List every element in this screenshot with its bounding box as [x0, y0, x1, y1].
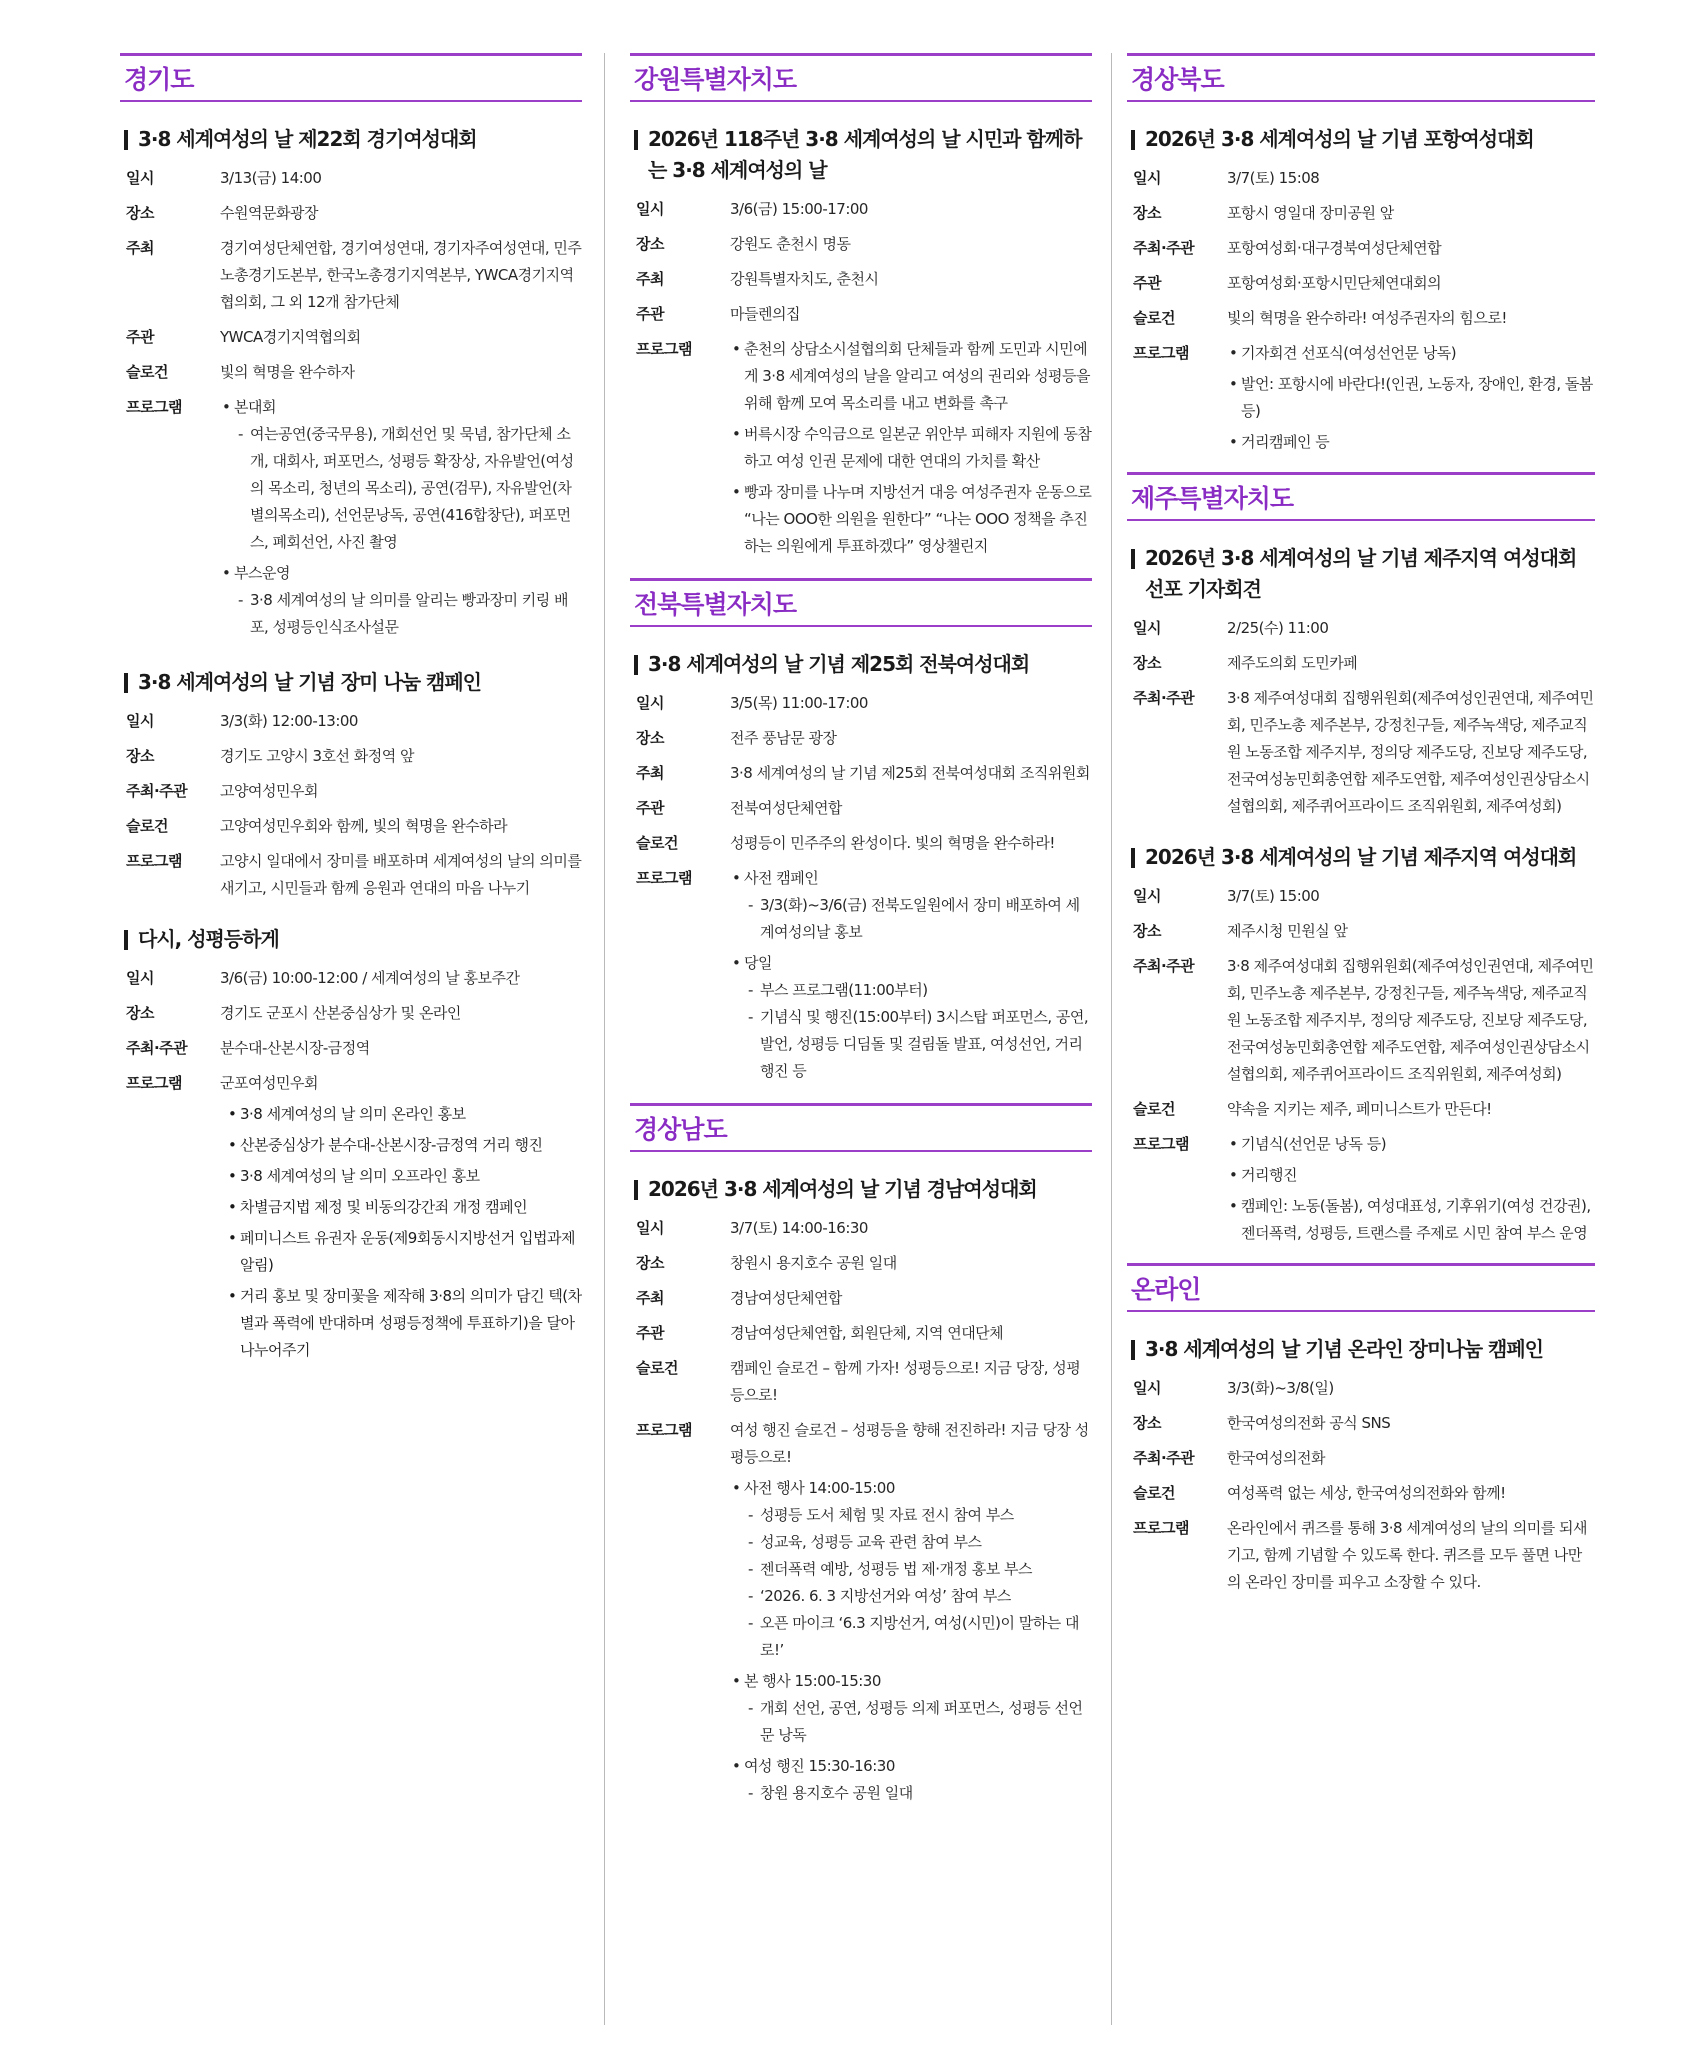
row-label: 주최·주관 [1133, 957, 1195, 975]
row-value: 3/3(화)~3/8(일) [1227, 1379, 1334, 1397]
info-row [1127, 235, 1595, 262]
row-label: 일시 [636, 1219, 664, 1237]
event-block [630, 124, 1092, 564]
row-label: 프로그램 [636, 869, 692, 887]
column-divider [604, 53, 605, 2025]
row-label: 슬로건 [636, 834, 678, 852]
row-value: 분수대-산본시장-금정역 [220, 1039, 370, 1057]
row-label: 프로그램 [636, 340, 692, 358]
row-value: 포항여성회·포항시민단체연대회의 [1227, 274, 1442, 292]
program-list [730, 865, 1092, 1089]
row-label: 장소 [636, 729, 664, 747]
info-row [120, 235, 582, 316]
program-item-head: 부스운영 [234, 564, 290, 582]
program-item: • 거리 홍보 및 장미꽃을 제작해 3·8의 의미가 담긴 텍(차별과 폭력에 반대하며 성평등정책에 투표하기)을 달아 나누어주기 [226, 1283, 582, 1364]
info-row [120, 813, 582, 840]
info-row [630, 301, 1092, 328]
info-row [120, 1070, 582, 1097]
program-item-head: 사전 캠페인 [744, 869, 819, 887]
program-item: • 춘천의 상담소시설협의회 단체들과 함께 도민과 시민에게 3·8 세계여성의 날을 알리고 여성의 권리와 성평등을 위해 함께 모여 목소리를 내고 변화를 촉구 [730, 336, 1092, 417]
row-value: 3/5(목) 11:00-17:00 [730, 694, 868, 712]
row-value: 강원도 춘천시 명동 [730, 235, 851, 253]
program-subitem: - 창원 용지호수 공원 일대 [744, 1780, 1092, 1807]
info-row [630, 1355, 1092, 1409]
info-row [1127, 305, 1595, 332]
row-label: 프로그램 [636, 1421, 692, 1439]
program-item-head: 여성 행진 15:30-16:30 [744, 1757, 895, 1775]
event-block [120, 124, 582, 645]
region-heading: 경기도 [120, 53, 582, 102]
info-row [1127, 685, 1595, 820]
program-row [1127, 1131, 1595, 1251]
column-middle [630, 53, 1092, 1819]
program-list [226, 1101, 582, 1364]
row-value: 마들렌의집 [730, 305, 800, 323]
program-item: • 캠페인: 노동(돌봄), 여성대표성, 기후위기(여성 건강권), 젠더폭력, 성평등, 트랜스를 주제로 시민 참여 부스 운영 [1227, 1193, 1595, 1247]
row-value: 빛의 혁명을 완수하라! 여성주권자의 힘으로! [1227, 309, 1507, 327]
info-row [630, 725, 1092, 752]
info-row [630, 1320, 1092, 1347]
program-row [630, 865, 1092, 1089]
program-subitem: - ‘2026. 6. 3 지방선거와 여성’ 참여 부스 [744, 1583, 1092, 1610]
info-row [630, 196, 1092, 223]
row-value: 3/7(토) 15:00 [1227, 887, 1320, 905]
program-row [120, 394, 582, 645]
row-label: 장소 [1133, 922, 1161, 940]
info-row [630, 1285, 1092, 1312]
info-row [1127, 1480, 1595, 1507]
row-label: 장소 [126, 1004, 154, 1022]
info-row [1127, 1515, 1595, 1596]
program-item: • 3·8 세계여성의 날 의미 온라인 홍보 [226, 1101, 582, 1128]
info-row [1127, 883, 1595, 910]
row-label: 프로그램 [1133, 1135, 1189, 1153]
info-row [1127, 1096, 1595, 1123]
row-label: 일시 [1133, 887, 1161, 905]
program-item: • 기자회견 선포식(여성선언문 낭독) [1227, 340, 1595, 367]
program-item-head: 본 행사 15:00-15:30 [744, 1672, 881, 1690]
region-heading: 전북특별자치도 [630, 578, 1092, 627]
info-row [1127, 270, 1595, 297]
program-subitem: - 부스 프로그램(11:00부터) [744, 977, 1092, 1004]
program-list [220, 394, 582, 645]
info-row [120, 1000, 582, 1027]
row-value: YWCA경기지역협의회 [220, 328, 361, 346]
row-value: 전북여성단체연합 [730, 799, 842, 817]
row-label: 슬로건 [1133, 309, 1175, 327]
row-value: 여성폭력 없는 세상, 한국여성의전화와 함께! [1227, 1484, 1506, 1502]
column-right [1127, 53, 1595, 1604]
row-label: 장소 [636, 235, 664, 253]
program-row [1127, 340, 1595, 460]
row-value: 3/3(화) 12:00-13:00 [220, 712, 358, 730]
row-label: 주최 [126, 239, 154, 257]
row-value: 3·8 제주여성대회 집행위원회(제주여성인권연대, 제주여민회, 민주노총 제주본부, 강정친구들, 제주녹색당, 제주교직원 노동조합 제주지부, 정의당 제주도당, 진보당 제주도당, 전국여성농민회총연합 제주도연합, 제주여성인권상담소시설협의회, 제주퀴어프라이드 조직위원회, 제주여성회) [1227, 957, 1594, 1083]
program-subitem: - 성평등 도서 체험 및 자료 전시 참여 부스 [744, 1502, 1092, 1529]
info-row [630, 830, 1092, 857]
info-row [630, 795, 1092, 822]
row-label: 장소 [1133, 654, 1161, 672]
program-subitem: - 기념식 및 행진(15:00부터) 3시스탑 퍼포먼스, 공연, 발언, 성평등 디딤돌 및 걸림돌 발표, 여성선언, 거리행진 등 [744, 1004, 1092, 1085]
row-value: 고양여성민우회와 함께, 빛의 혁명을 완수하라 [220, 817, 508, 835]
info-row [120, 778, 582, 805]
info-row [120, 743, 582, 770]
program-item-head: 본대회 [234, 398, 276, 416]
row-value: 3/7(토) 15:08 [1227, 169, 1320, 187]
row-value: 창원시 용지호수 공원 일대 [730, 1254, 897, 1272]
row-value: 3/6(금) 10:00-12:00 / 세계여성의 날 홍보주간 [220, 969, 520, 987]
row-value: 전주 풍남문 광장 [730, 729, 837, 747]
program-list [730, 336, 1092, 564]
program-item [730, 865, 1092, 946]
row-label: 슬로건 [1133, 1100, 1175, 1118]
event-title: 2026년 118주년 3·8 세계여성의 날 시민과 함께하는 3·8 세계여성의 날 [630, 124, 1092, 186]
program-item: • 페미니스트 유권자 운동(제9회동시지방선거 입법과제 알림) [226, 1225, 582, 1279]
row-value: 한국여성의전화 [1227, 1449, 1325, 1467]
row-label: 주최 [636, 270, 664, 288]
info-row [120, 965, 582, 992]
event-block [1127, 124, 1595, 460]
row-label: 주최 [636, 764, 664, 782]
region-heading: 제주특별자치도 [1127, 472, 1595, 521]
program-item: • 빵과 장미를 나누며 지방선거 대응 여성주권자 운동으로 “나는 OOO한 의원을 원한다” “나는 OOO 정책을 추진하는 의원에게 투표하겠다” 영상챌린지 [730, 479, 1092, 560]
event-title: 3·8 세계여성의 날 제22회 경기여성대회 [120, 124, 582, 155]
event-block [120, 667, 582, 902]
event-title: 3·8 세계여성의 날 기념 제25회 전북여성대회 [630, 649, 1092, 680]
region-heading: 경상북도 [1127, 53, 1595, 102]
row-value: 한국여성의전화 공식 SNS [1227, 1414, 1391, 1432]
row-value: 강원특별자치도, 춘천시 [730, 270, 879, 288]
row-label: 주관 [1133, 274, 1161, 292]
info-row [630, 1215, 1092, 1242]
row-label: 장소 [1133, 1414, 1161, 1432]
row-value: 경남여성단체연합, 회원단체, 지역 연대단체 [730, 1324, 1004, 1342]
info-row [1127, 1375, 1595, 1402]
event-block [1127, 543, 1595, 820]
event-block [630, 649, 1092, 1089]
program-item: • 산본중심상가 분수대-산본시장-금정역 거리 행진 [226, 1132, 582, 1159]
row-label: 장소 [126, 747, 154, 765]
info-row [120, 324, 582, 351]
info-row [630, 1250, 1092, 1277]
row-label: 프로그램 [126, 398, 182, 416]
row-label: 일시 [1133, 619, 1161, 637]
program-item [730, 1753, 1092, 1807]
info-row [120, 848, 582, 902]
info-row [630, 760, 1092, 787]
info-row [1127, 200, 1595, 227]
row-label: 일시 [126, 712, 154, 730]
event-block [120, 924, 582, 1364]
program-list [1227, 340, 1595, 460]
event-title: 2026년 3·8 세계여성의 날 기념 포항여성대회 [1127, 124, 1595, 155]
program-subitem: - 개회 선언, 공연, 성평등 의제 퍼포먼스, 성평등 선언문 낭독 [744, 1695, 1092, 1749]
program-list [1227, 1131, 1595, 1251]
program-item-head: 당일 [744, 954, 772, 972]
row-label: 주관 [636, 305, 664, 323]
info-row [120, 165, 582, 192]
row-value: 포항여성회·대구경북여성단체연합 [1227, 239, 1442, 257]
row-label: 슬로건 [126, 817, 168, 835]
region-heading: 경상남도 [630, 1103, 1092, 1152]
row-value: 제주시청 민원실 앞 [1227, 922, 1348, 940]
row-value: 성평등이 민주주의 완성이다. 빛의 혁명을 완수하라! [730, 834, 1055, 852]
row-value: 3/7(토) 14:00-16:30 [730, 1219, 868, 1237]
info-row [1127, 918, 1595, 945]
info-row [630, 690, 1092, 717]
program-item: • 버륵시장 수익금으로 일본군 위안부 피해자 지원에 동참하고 여성 인권 문제에 대한 연대의 가치를 확산 [730, 421, 1092, 475]
info-row [630, 266, 1092, 293]
region-heading: 온라인 [1127, 1263, 1595, 1312]
row-label: 주관 [636, 799, 664, 817]
row-value: 제주도의회 도민카페 [1227, 654, 1358, 672]
row-value: 3·8 세계여성의 날 기념 제25회 전북여성대회 조직위원회 [730, 764, 1090, 782]
program-item: • 거리행진 [1227, 1162, 1595, 1189]
event-block [1127, 1334, 1595, 1596]
row-value: 3/6(금) 15:00-17:00 [730, 200, 868, 218]
row-label: 슬로건 [1133, 1484, 1175, 1502]
program-item [730, 1475, 1092, 1664]
program-item [730, 1668, 1092, 1749]
program-subitem: - 3/3(화)~3/6(금) 전북도일원에서 장미 배포하여 세계여성의날 홍보 [744, 892, 1092, 946]
row-label: 주최·주관 [126, 1039, 188, 1057]
program-item: • 3·8 세계여성의 날 의미 오프라인 홍보 [226, 1163, 582, 1190]
program-item [220, 394, 582, 556]
row-label: 일시 [636, 200, 664, 218]
program-item [220, 560, 582, 641]
info-row [630, 231, 1092, 258]
info-row [1127, 165, 1595, 192]
info-row [120, 708, 582, 735]
row-label: 슬로건 [636, 1359, 678, 1377]
row-value: 캠페인 슬로건 – 함께 가자! 성평등으로! 지금 당장, 성평등으로! [730, 1359, 1081, 1404]
row-value: 3/13(금) 14:00 [220, 169, 322, 187]
info-row [1127, 650, 1595, 677]
program-intro: 여성 행진 슬로건 – 성평등을 향해 전진하라! 지금 당장 성평등으로! [730, 1421, 1089, 1466]
row-label: 슬로건 [126, 363, 168, 381]
row-label: 주최 [636, 1289, 664, 1307]
program-subitem: - 성교육, 성평등 교육 관련 참여 부스 [744, 1529, 1092, 1556]
event-block [630, 1174, 1092, 1811]
column-gyeonggi [120, 53, 582, 1368]
event-title: 3·8 세계여성의 날 기념 온라인 장미나눔 캠페인 [1127, 1334, 1595, 1365]
program-item [730, 950, 1092, 1085]
row-label: 일시 [1133, 169, 1161, 187]
program-subitem: - 오픈 마이크 ‘6.3 지방선거, 여성(시민)이 말하는 대로!’ [744, 1610, 1092, 1664]
event-title: 다시, 성평등하게 [120, 924, 582, 955]
row-label: 프로그램 [126, 1074, 182, 1092]
program-item: • 차별금지법 제정 및 비동의강간죄 개정 캠페인 [226, 1194, 582, 1221]
row-label: 주관 [636, 1324, 664, 1342]
info-row [120, 359, 582, 386]
info-row [120, 200, 582, 227]
info-row [1127, 615, 1595, 642]
row-label: 주최·주관 [1133, 239, 1195, 257]
row-value: 수원역문화광장 [220, 204, 318, 222]
row-label: 주관 [126, 328, 154, 346]
info-row [1127, 953, 1595, 1088]
column-divider [1111, 53, 1112, 2025]
info-row [1127, 1410, 1595, 1437]
program-row [630, 336, 1092, 564]
program-item: • 발언: 포항시에 바란다!(인권, 노동자, 장애인, 환경, 돌봄 등) [1227, 371, 1595, 425]
row-value: 경기도 군포시 산본중심상가 및 온라인 [220, 1004, 461, 1022]
row-value: 경기도 고양시 3호선 화정역 앞 [220, 747, 414, 765]
row-label: 장소 [636, 1254, 664, 1272]
row-label: 프로그램 [1133, 344, 1189, 362]
row-label: 일시 [126, 169, 154, 187]
info-row [120, 1035, 582, 1062]
event-title: 3·8 세계여성의 날 기념 장미 나눔 캠페인 [120, 667, 582, 698]
row-label: 장소 [126, 204, 154, 222]
program-item: • 거리캠페인 등 [1227, 429, 1595, 456]
row-value: 3·8 제주여성대회 집행위원회(제주여성인권연대, 제주여민회, 민주노총 제주본부, 강정친구들, 제주녹색당, 제주교직원 노동조합 제주지부, 정의당 제주도당, 진보당 제주도당, 전국여성농민회총연합 제주도연합, 제주여성인권상담소시설협의회, 제주퀴어프라이드 조직위원회, 제주여성회) [1227, 689, 1594, 815]
row-value: 포항시 영일대 장미공원 앞 [1227, 204, 1394, 222]
program-subitem: - 여는공연(중국무용), 개회선언 및 묵념, 참가단체 소개, 대회사, 퍼포먼스, 성평등 확장상, 자유발언(여성의 목소리, 청년의 목소리), 공연(검무), 자유발언(차별의목소리), 선언문낭독, 공연(416합창단), 퍼포먼스, 폐회선언, 사진 촬영 [234, 421, 582, 556]
row-label: 일시 [636, 694, 664, 712]
row-value: 빛의 혁명을 완수하자 [220, 363, 355, 381]
row-label: 일시 [1133, 1379, 1161, 1397]
event-block [1127, 842, 1595, 1251]
row-value: 고양시 일대에서 장미를 배포하며 세계여성의 날의 의미를 새기고, 시민들과 함께 응원과 연대의 마음 나누기 [220, 852, 582, 897]
program-list [730, 1417, 1092, 1811]
row-label: 일시 [126, 969, 154, 987]
event-title: 2026년 3·8 세계여성의 날 기념 경남여성대회 [630, 1174, 1092, 1205]
event-title: 2026년 3·8 세계여성의 날 기념 제주지역 여성대회 [1127, 842, 1595, 873]
row-value: 약속을 지키는 제주, 페미니스트가 만든다! [1227, 1100, 1492, 1118]
row-label: 주최·주관 [1133, 1449, 1195, 1467]
row-value: 경기여성단체연합, 경기여성연대, 경기자주여성연대, 민주노총경기도본부, 한국노총경기지역본부, YWCA경기지역협의회, 그 외 12개 참가단체 [220, 239, 582, 311]
program-subitem: - 젠더폭력 예방, 성평등 법 제·개정 홍보 부스 [744, 1556, 1092, 1583]
row-label: 프로그램 [126, 852, 182, 870]
row-label: 프로그램 [1133, 1519, 1189, 1537]
row-label: 주최·주관 [1133, 689, 1195, 707]
program-item-head: 사전 행사 14:00-15:00 [744, 1479, 895, 1497]
program-item: • 기념식(선언문 낭독 등) [1227, 1131, 1595, 1158]
row-value: 온라인에서 퀴즈를 통해 3·8 세계여성의 날의 의미를 되새기고, 함께 기념할 수 있도록 한다. 퀴즈를 모두 풀면 나만의 온라인 장미를 피우고 소장할 수 있다. [1227, 1519, 1588, 1591]
row-label: 주최·주관 [126, 782, 188, 800]
row-value: 고양여성민우회 [220, 782, 318, 800]
program-row [630, 1417, 1092, 1811]
region-heading: 강원특별자치도 [630, 53, 1092, 102]
row-label: 장소 [1133, 204, 1161, 222]
row-value: 군포여성민우회 [220, 1074, 318, 1092]
row-value: 2/25(수) 11:00 [1227, 619, 1329, 637]
row-value: 경남여성단체연합 [730, 1289, 842, 1307]
event-title: 2026년 3·8 세계여성의 날 기념 제주지역 여성대회 선포 기자회견 [1127, 543, 1595, 605]
info-row [1127, 1445, 1595, 1472]
program-subitem: - 3·8 세계여성의 날 의미를 알리는 빵과장미 키링 배포, 성평등인식조사설문 [234, 587, 582, 641]
